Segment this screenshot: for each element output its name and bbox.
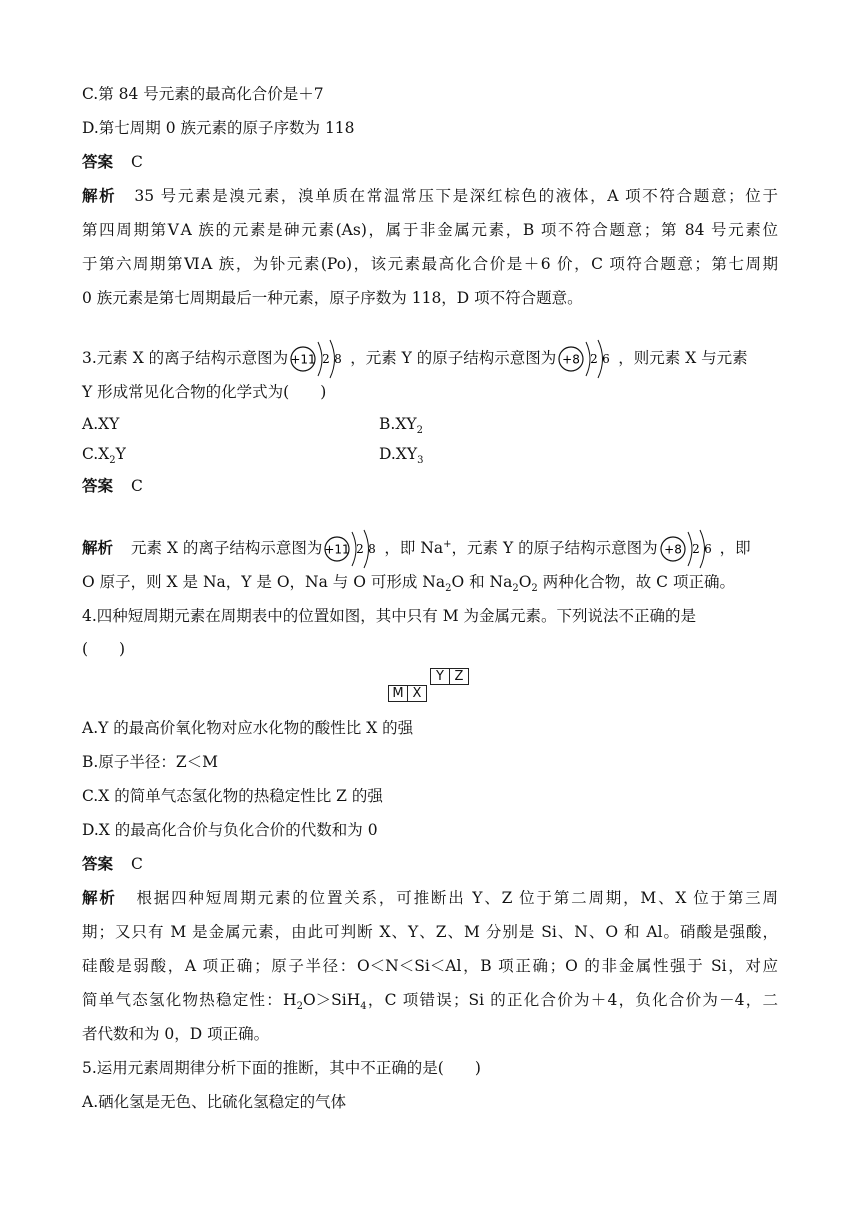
answer-value: C — [131, 855, 143, 873]
answer-value: C — [131, 153, 143, 171]
table-cell-y: Y — [430, 668, 450, 685]
analysis-text: 35 号元素是溴元素，溴单质在常温常压下是深红棕色的液体，A 项不符合题意；位于 — [134, 187, 778, 205]
oxygen-atom-structure-diagram — [556, 336, 618, 382]
shell-2-electrons: 8 — [368, 542, 377, 556]
subscript: 2 — [109, 455, 116, 467]
q4-option-b: B.原子半径：Z＜M — [82, 753, 218, 771]
analysis-text-2: ，即 Na — [384, 539, 444, 557]
q3-stem-line-2: Y 形成常见化合物的化学式为( ) — [82, 383, 327, 401]
subscript: 3 — [417, 455, 424, 467]
q2-analysis-line-4: 0 族元素是第七周期最后一种元素，原子序数为 118，D 项不符合题意。 — [82, 289, 583, 307]
shell-2-electrons: 6 — [703, 542, 712, 556]
q3-option-c — [82, 443, 126, 465]
subscript: 2 — [445, 583, 452, 595]
q3-stem-text-2: ，元素 Y 的原子结构示意图为 — [350, 349, 557, 367]
analysis-text-2: O 和 Na — [451, 573, 513, 591]
q3-stem-line-1 — [82, 336, 748, 382]
analysis-text-3: O — [518, 573, 532, 591]
analysis-text: O 原子，则 X 是 Na，Y 是 O，Na 与 O 可形成 Na — [82, 573, 446, 591]
sodium-ion-structure-diagram — [322, 526, 384, 572]
shell-2-electrons: 6 — [602, 352, 611, 366]
answer-label: 答案 — [82, 152, 114, 171]
q4-analysis-line-1 — [82, 887, 778, 909]
table-cell-z: Z — [449, 668, 469, 685]
nucleus-charge: +8 — [562, 352, 581, 367]
oxygen-atom-structure-diagram — [658, 526, 720, 572]
shell-2-electrons: 8 — [334, 352, 343, 366]
q3-option-a: A.XY — [82, 415, 120, 433]
option-text: D.XY — [379, 445, 418, 463]
q2-analysis-line-1 — [82, 185, 778, 207]
sodium-ion-structure-diagram — [288, 336, 350, 382]
shell-1-electrons: 2 — [356, 542, 365, 556]
q4-option-d: D.X 的最高化合价与负化合价的代数和为 0 — [82, 821, 378, 839]
q4-stem-line-2: ( ) — [82, 640, 126, 658]
analysis-label: 解析 — [82, 186, 117, 205]
nucleus-charge: +11 — [324, 542, 351, 557]
subscript: 4 — [360, 1001, 367, 1013]
superscript: + — [443, 538, 452, 550]
analysis-text: 元素 X 的离子结构示意图为 — [131, 539, 323, 557]
nucleus-charge: +11 — [290, 352, 316, 367]
analysis-text-3: ，C 项错误；Si 的正化合价为＋4，负化合价为－4，二 — [366, 991, 778, 1009]
subscript: 2 — [296, 1001, 303, 1013]
q2-analysis-line-2: 第四周期第ⅤA 族的元素是砷元素(As)，属于非金属元素，B 项不符合题意；第 84 号元素位 — [82, 221, 778, 239]
shell-1-electrons: 2 — [691, 542, 700, 556]
q4-analysis-line-5: 者代数和为 0，D 项正确。 — [82, 1025, 270, 1043]
nucleus-charge: +8 — [663, 542, 682, 557]
analysis-text-3: ，元素 Y 的原子结构示意图为 — [451, 539, 658, 557]
q2-option-c: C.第 84 号元素的最高化合价是＋7 — [82, 85, 324, 103]
table-cell-m: M — [388, 685, 408, 702]
analysis-text-4: ，即 — [719, 539, 751, 557]
shell-1-electrons: 2 — [590, 352, 599, 366]
option-text-end: Y — [115, 445, 126, 463]
q3-analysis-line-2 — [82, 571, 735, 593]
analysis-text-2: O＞SiH — [302, 991, 361, 1009]
subscript: 2 — [416, 425, 423, 437]
q5-stem: 5.运用元素周期律分析下面的推断，其中不正确的是( ) — [82, 1059, 481, 1077]
q2-analysis-line-3: 于第六周期第ⅥA 族，为钋元素(Po)，该元素最高化合价是＋6 价，C 项符合题意；第七周期 — [82, 255, 778, 273]
q4-stem-line-1: 4.四种短周期元素在周期表中的位置如图，其中只有 M 为金属元素。下列说法不正确的是 — [82, 607, 697, 625]
option-text: C.X — [82, 445, 110, 463]
q3-stem-text: 3.元素 X 的离子结构示意图为 — [82, 349, 289, 367]
q3-stem-text-3: ，则元素 X 与元素 — [618, 349, 748, 367]
q3-analysis-line-1 — [82, 526, 751, 572]
analysis-label: 解析 — [82, 888, 117, 907]
q2-answer — [82, 151, 143, 173]
q4-option-a: A.Y 的最高价氧化物对应水化物的酸性比 X 的强 — [82, 719, 414, 737]
q4-option-c: C.X 的简单气态氢化物的热稳定性比 Z 的强 — [82, 787, 383, 805]
answer-value: C — [131, 477, 143, 495]
q3-option-d — [379, 443, 423, 465]
answer-label: 答案 — [82, 854, 114, 873]
answer-label: 答案 — [82, 476, 114, 495]
option-text: B.XY — [379, 415, 417, 433]
subscript: 2 — [512, 583, 519, 595]
subscript: 2 — [531, 583, 538, 595]
q3-option-b — [379, 413, 423, 435]
q4-answer — [82, 853, 143, 875]
analysis-text: 根据四种短周期元素的位置关系，可推断出 Y、Z 位于第二周期，M、X 位于第三周 — [134, 889, 778, 907]
analysis-text-4: 两种化合物，故 C 项正确。 — [537, 573, 735, 591]
q2-option-d: D.第七周期 0 族元素的原子序数为 118 — [82, 119, 355, 137]
q5-option-a: A.硒化氢是无色、比硫化氢稳定的气体 — [82, 1093, 347, 1111]
shell-1-electrons: 2 — [322, 352, 331, 366]
table-cell-x: X — [407, 685, 427, 702]
analysis-label: 解析 — [82, 538, 114, 557]
q3-answer — [82, 475, 143, 497]
q4-analysis-line-3: 硅酸是弱酸，A 项正确；原子半径：O＜N＜Si＜Al，B 项正确；O 的非金属性强于 Si，对应 — [82, 957, 778, 975]
analysis-text: 简单气态氢化物热稳定性：H — [82, 991, 297, 1009]
q4-analysis-line-4 — [82, 989, 778, 1011]
q4-analysis-line-2: 期；又只有 M 是金属元素，由此可判断 X、Y、Z、M 分别是 Si、N、O 和 Al。硝酸是强酸， — [82, 923, 778, 941]
